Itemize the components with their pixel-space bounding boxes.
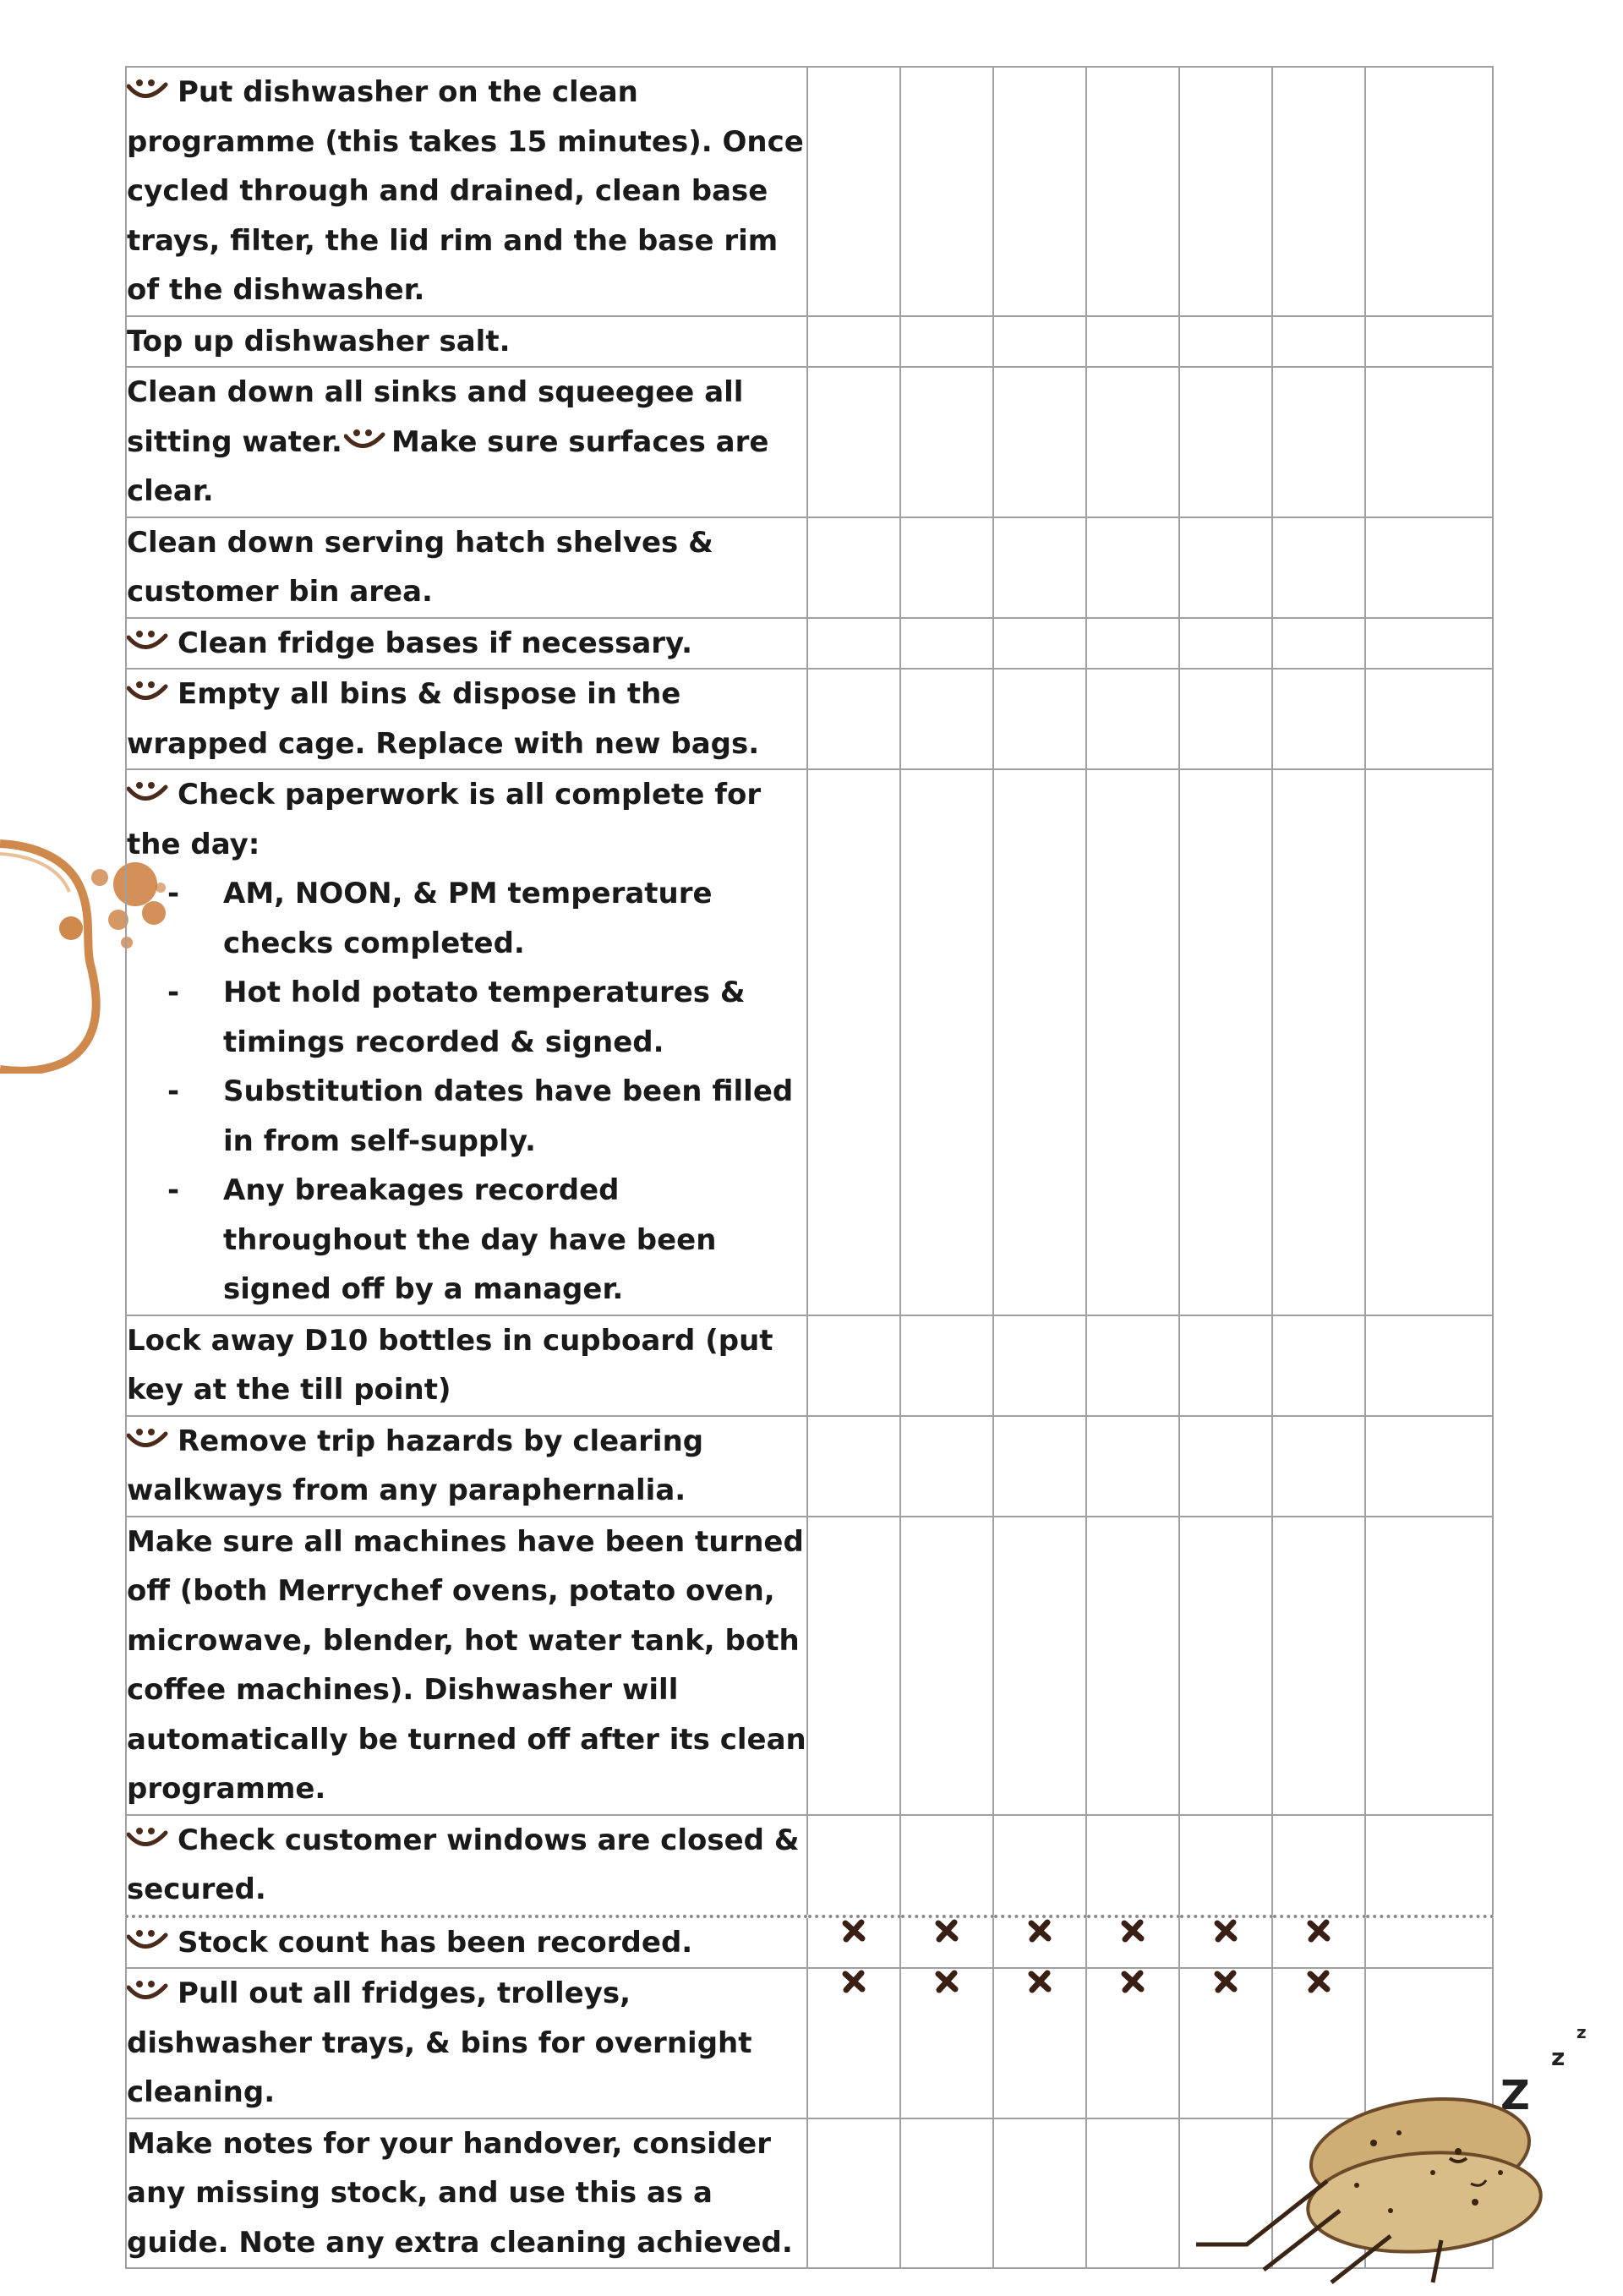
task-cell [126,1517,807,1815]
task-cell [126,316,807,368]
checklist-row [126,618,1493,670]
task-cell [126,367,807,517]
list-item-text: AM, NOON, & PM temperature checks completed. [223,877,713,960]
cross-mark-icon [1027,1918,1052,1943]
day-checkbox-cell[interactable] [1272,769,1365,1315]
day-checkbox-cell[interactable] [1179,1916,1272,1969]
smiley-icon [127,629,169,654]
day-checkbox-cell[interactable] [1272,669,1365,769]
day-checkbox-cell[interactable] [1086,1517,1179,1815]
paperwork-checks-list [127,869,806,1315]
day-checkbox-cell[interactable] [807,2118,900,2269]
task-cell [126,669,807,769]
cross-mark-icon [841,1969,866,1994]
day-checkbox-cell[interactable] [1086,618,1179,670]
day-checkbox-cell[interactable] [900,1815,993,1916]
cross-mark-icon [841,1918,866,1943]
day-checkbox-cell[interactable] [807,1416,900,1517]
day-checkbox-cell[interactable] [1179,517,1272,618]
day-checkbox-cell[interactable] [807,316,900,368]
task-text: Remove trip hazards by clearing walkways from any paraphernalia. [127,1424,704,1507]
day-checkbox-cell[interactable] [993,316,1086,368]
day-checkbox-cell[interactable] [1086,2118,1179,2269]
day-checkbox-cell[interactable] [1179,1815,1272,1916]
day-checkbox-cell[interactable] [1179,316,1272,368]
day-checkbox-cell[interactable] [900,67,993,316]
cross-mark-icon [1120,1969,1145,1994]
smiley-icon [127,680,169,705]
day-checkbox-cell[interactable] [900,517,993,618]
checklist-row [126,367,1493,517]
day-checkbox-cell[interactable] [1272,1815,1365,1916]
day-checkbox-cell[interactable] [1365,618,1493,670]
day-checkbox-cell[interactable] [1179,669,1272,769]
list-item [167,1067,806,1166]
day-checkbox-cell[interactable] [807,1815,900,1916]
cross-mark-icon [934,1969,959,1994]
task-text: Lock away D10 bottles in cupboard (put key at the till point) [127,1323,773,1407]
day-checkbox-cell[interactable] [807,367,900,517]
smiley-icon [127,1928,169,1954]
task-text: Pull out all fridges, trolleys, dishwasher trays, & bins for overnight cleaning. [127,1976,752,2109]
task-cell [126,1815,807,1916]
day-checkbox-cell[interactable] [900,1315,993,1416]
task-cell [126,2118,807,2269]
day-checkbox-cell[interactable] [1179,1416,1272,1517]
day-checkbox-cell[interactable] [900,1416,993,1517]
day-checkbox-cell[interactable] [807,669,900,769]
checklist-row [126,1517,1493,1815]
task-cell [126,618,807,670]
day-checkbox-cell[interactable] [900,367,993,517]
checklist-row [126,1315,1493,1416]
day-checkbox-cell[interactable] [1365,1815,1493,1916]
day-checkbox-cell[interactable] [1272,316,1365,368]
checklist-row [126,1416,1493,1517]
day-checkbox-cell[interactable] [1086,1968,1179,2118]
day-checkbox-cell[interactable] [993,1916,1086,1969]
cross-mark-icon [1306,1918,1331,1943]
day-checkbox-cell[interactable] [1365,1416,1493,1517]
day-checkbox-cell[interactable] [900,1916,993,1969]
day-checkbox-cell[interactable] [1365,367,1493,517]
day-checkbox-cell[interactable] [1179,1315,1272,1416]
day-checkbox-cell[interactable] [993,1416,1086,1517]
checklist-row [126,67,1493,316]
task-text: Put dishwasher on the clean programme (this takes 15 minutes). Once cycled through and drained, clean base trays, filter, the lid rim and the base rim of the dishwasher. [127,75,804,307]
day-checkbox-cell[interactable] [1272,517,1365,618]
bullet-dash: - [167,1074,180,1108]
day-checkbox-cell[interactable] [1179,769,1272,1315]
checklist-row [126,517,1493,618]
cross-mark-icon [934,1918,959,1943]
task-text: Clean down all sinks and squeegee all sitting water. [127,375,744,459]
day-checkbox-cell[interactable] [993,1968,1086,2118]
day-checkbox-cell[interactable] [807,1315,900,1416]
list-item [167,968,806,1067]
day-checkbox-cell[interactable] [1086,1416,1179,1517]
task-text: Make notes for your handover, consider any missing stock, and use this as a guide. Note any extra cleaning achieved. [127,2126,793,2260]
day-checkbox-cell[interactable] [900,316,993,368]
day-checkbox-cell[interactable] [807,1916,900,1969]
day-checkbox-cell[interactable] [1365,769,1493,1315]
day-checkbox-cell[interactable] [1086,1916,1179,1969]
day-checkbox-cell[interactable] [1086,517,1179,618]
task-cell [126,769,807,1315]
day-checkbox-cell[interactable] [1365,67,1493,316]
cross-mark-icon [1027,1969,1052,1994]
sleeping-potato-icon [1179,1991,1610,2287]
day-checkbox-cell[interactable] [1179,67,1272,316]
day-checkbox-cell[interactable] [993,67,1086,316]
day-checkbox-cell[interactable] [1272,618,1365,670]
task-text: Stock count has been recorded. [178,1925,693,1960]
smiley-icon [127,1427,169,1452]
day-checkbox-cell[interactable] [993,367,1086,517]
day-checkbox-cell[interactable] [993,1517,1086,1815]
sleep-z-medium: z [1551,2043,1566,2071]
day-checkbox-cell[interactable] [1086,769,1179,1315]
closing-checklist-table [125,66,1494,2269]
smiley-icon [127,780,169,806]
sleep-z-small: z [1577,2022,1587,2042]
list-item-text: Substitution dates have been filled in from self-supply. [223,1074,794,1158]
day-checkbox-cell[interactable] [807,1517,900,1815]
bullet-dash: - [167,976,180,1009]
task-text: Empty all bins & dispose in the wrapped cage. Replace with new bags. [127,677,760,761]
task-cell [126,1416,807,1517]
day-checkbox-cell[interactable] [1179,1517,1272,1815]
list-item-text: Any breakages recorded throughout the day have been signed off by a manager. [223,1173,717,1306]
task-text: Top up dishwasher salt. [127,324,511,358]
day-checkbox-cell[interactable] [900,2118,993,2269]
day-checkbox-cell[interactable] [993,669,1086,769]
day-checkbox-cell[interactable] [1179,367,1272,517]
smiley-icon [127,1979,169,2004]
day-checkbox-cell[interactable] [1365,1517,1493,1815]
day-checkbox-cell[interactable] [807,769,900,1315]
cross-mark-icon [1213,1918,1238,1943]
checklist-row [126,769,1493,1315]
day-checkbox-cell[interactable] [1086,1815,1179,1916]
cross-mark-icon [1120,1918,1145,1943]
day-checkbox-cell[interactable] [1086,669,1179,769]
day-checkbox-cell[interactable] [1086,316,1179,368]
task-text: Make sure all machines have been turned off (both Merrychef ovens, potato oven, microwave, blender, hot water tank, both coffee machines). Dishwasher will automatically be turned off after its clean programme. [127,1524,806,1806]
day-checkbox-cell[interactable] [807,517,900,618]
day-checkbox-cell[interactable] [993,517,1086,618]
day-checkbox-cell[interactable] [1086,1315,1179,1416]
day-checkbox-cell[interactable] [1086,67,1179,316]
list-item-text: Hot hold potato temperatures & timings recorded & signed. [223,976,746,1059]
bullet-dash: - [167,877,180,910]
day-checkbox-cell[interactable] [900,769,993,1315]
day-checkbox-cell[interactable] [1272,1916,1365,1969]
day-checkbox-cell[interactable] [1365,1315,1493,1416]
bullet-dash: - [167,1173,180,1207]
day-checkbox-cell[interactable] [993,1315,1086,1416]
task-cell [126,1916,807,1969]
day-checkbox-cell[interactable] [1086,367,1179,517]
day-checkbox-cell[interactable] [900,1517,993,1815]
list-item [167,1166,806,1315]
day-checkbox-cell[interactable] [1272,67,1365,316]
day-checkbox-cell[interactable] [807,1968,900,2118]
day-checkbox-cell[interactable] [807,67,900,316]
checklist-row [126,1815,1493,1916]
day-checkbox-cell[interactable] [1365,316,1493,368]
smiley-icon [127,1826,169,1851]
task-cell [126,1968,807,2118]
checklist-row [126,1916,1493,1969]
task-text: Check customer windows are closed & secured. [127,1823,800,1906]
task-text: Make sure surfaces are clear. [127,424,769,508]
checklist-row [126,316,1493,368]
day-checkbox-cell[interactable] [1272,1416,1365,1517]
day-checkbox-cell[interactable] [1272,1315,1365,1416]
day-checkbox-cell[interactable] [807,618,900,670]
day-checkbox-cell[interactable] [1272,1517,1365,1815]
smiley-icon [127,78,169,103]
day-checkbox-cell[interactable] [1365,1916,1493,1969]
sleep-z-large: Z [1500,2072,1530,2119]
task-text: Clean fridge bases if necessary. [178,626,692,660]
day-checkbox-cell[interactable] [900,669,993,769]
day-checkbox-cell[interactable] [1179,618,1272,670]
day-checkbox-cell[interactable] [993,618,1086,670]
checklist-row [126,669,1493,769]
day-checkbox-cell[interactable] [1272,367,1365,517]
day-checkbox-cell[interactable] [1365,669,1493,769]
day-checkbox-cell[interactable] [993,1815,1086,1916]
day-checkbox-cell[interactable] [900,618,993,670]
day-checkbox-cell[interactable] [993,769,1086,1315]
day-checkbox-cell[interactable] [900,1968,993,2118]
task-text: Clean down serving hatch shelves & customer bin area. [127,525,713,609]
task-cell [126,517,807,618]
smiley-icon [344,428,386,453]
task-cell [126,1315,807,1416]
day-checkbox-cell[interactable] [993,2118,1086,2269]
task-text: Check paperwork is all complete for the day: [127,778,762,861]
day-checkbox-cell[interactable] [1365,517,1493,618]
task-cell [126,67,807,316]
list-item [167,869,806,968]
